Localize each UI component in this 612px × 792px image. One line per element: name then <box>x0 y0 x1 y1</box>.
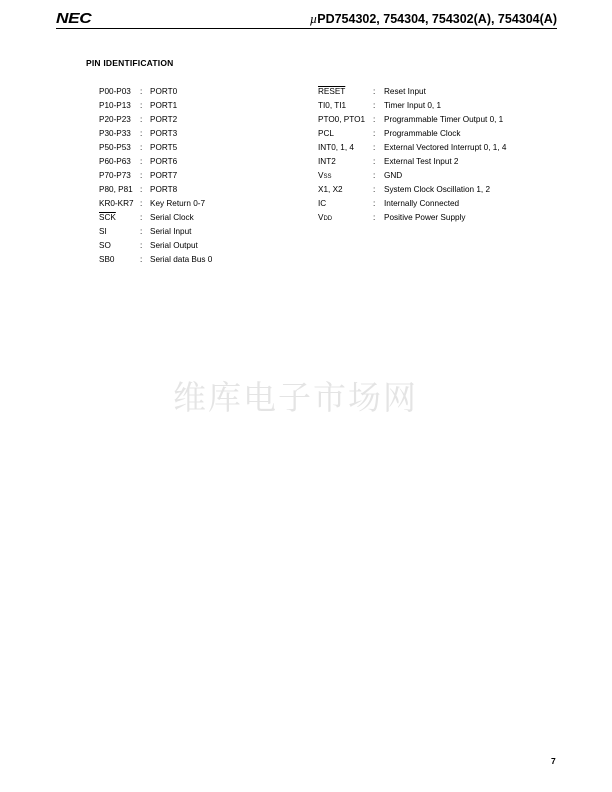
pin-separator: : <box>373 101 376 110</box>
pin-separator: : <box>373 185 376 194</box>
nec-logo: NEC <box>56 10 92 27</box>
pin-description: PORT6 <box>150 157 178 166</box>
pin-name-subscript: SS <box>323 174 332 180</box>
pin-name: PCL <box>318 129 334 138</box>
document-title-text: PD754302, 754304, 754302(A), 754304(A) <box>317 12 557 26</box>
pin-name: VDD <box>318 213 333 222</box>
mu-symbol: µ <box>309 11 318 26</box>
pin-separator: : <box>140 143 143 152</box>
pin-description: Serial Input <box>150 227 192 236</box>
pin-description: Serial Clock <box>150 213 194 222</box>
pin-description: Timer Input 0, 1 <box>384 101 442 110</box>
pin-name-subscript: DD <box>323 216 333 222</box>
pin-description: PORT0 <box>150 87 178 96</box>
pin-description: Serial Output <box>150 241 198 250</box>
pin-description: Programmable Clock <box>384 129 461 138</box>
pin-name: P10-P13 <box>99 101 131 110</box>
pin-description: Key Return 0-7 <box>150 199 206 208</box>
pin-separator: : <box>140 199 143 208</box>
pin-description: PORT5 <box>150 143 178 152</box>
pin-name: TI0, TI1 <box>318 101 347 110</box>
pin-name: P00-P03 <box>99 87 131 96</box>
page-header <box>56 10 557 30</box>
pin-separator: : <box>373 87 376 96</box>
pin-separator: : <box>140 87 143 96</box>
pin-separator: : <box>140 255 143 264</box>
pin-name: SI <box>99 227 107 236</box>
pin-description: Reset Input <box>384 87 426 96</box>
pin-separator: : <box>140 157 143 166</box>
section-title: PIN IDENTIFICATION <box>86 58 174 68</box>
pin-name: $\overline{SCK}$ <box>99 213 116 222</box>
pin-separator: : <box>140 185 143 194</box>
pin-name: X1, X2 <box>318 185 343 194</box>
pin-description: GND <box>384 171 403 180</box>
pin-separator: : <box>140 227 143 236</box>
pin-description: Serial data Bus 0 <box>150 255 213 264</box>
pin-separator: : <box>140 241 143 250</box>
pin-description: Internally Connected <box>384 199 460 208</box>
pin-name: INT0, 1, 4 <box>318 143 354 152</box>
pin-name: P70-P73 <box>99 171 131 180</box>
pin-separator: : <box>373 157 376 166</box>
pin-description: PORT7 <box>150 171 178 180</box>
pin-description: External Vectored Interrupt 0, 1, 4 <box>384 143 507 152</box>
pin-separator: : <box>373 115 376 124</box>
pin-name: P50-P53 <box>99 143 131 152</box>
pin-separator: : <box>140 129 143 138</box>
pin-description: PORT3 <box>150 129 178 138</box>
pin-separator: : <box>373 213 376 222</box>
pin-description: PORT1 <box>150 101 178 110</box>
pin-description: PORT8 <box>150 185 178 194</box>
pin-description: Positive Power Supply <box>384 213 466 222</box>
pin-name: IC <box>318 199 327 208</box>
pin-name: KR0-KR7 <box>99 199 134 208</box>
pin-separator: : <box>140 213 143 222</box>
pin-name: P60-P63 <box>99 157 131 166</box>
pin-separator: : <box>140 101 143 110</box>
pin-description: System Clock Oscillation 1, 2 <box>384 185 491 194</box>
watermark: 维库电子市场网 <box>173 378 418 417</box>
pin-name: PTO0, PTO1 <box>318 115 366 124</box>
pin-name: RESET <box>318 87 346 96</box>
pin-name: SO <box>99 241 111 250</box>
pin-separator: : <box>373 129 376 138</box>
pin-description: External Test Input 2 <box>384 157 459 166</box>
pin-separator: : <box>373 171 376 180</box>
pin-separator: : <box>373 199 376 208</box>
pin-separator: : <box>140 171 143 180</box>
pin-description: PORT2 <box>150 115 178 124</box>
document-title <box>310 11 557 27</box>
pin-name: P20-P23 <box>99 115 131 124</box>
pin-separator: : <box>373 143 376 152</box>
page-number: 7 <box>551 756 556 766</box>
pin-name: VSS <box>318 171 332 180</box>
pin-description: Programmable Timer Output 0, 1 <box>384 115 504 124</box>
pin-name: INT2 <box>318 157 336 166</box>
header-rule <box>56 28 557 29</box>
pin-name: P80, P81 <box>99 185 133 194</box>
pin-name: P30-P33 <box>99 129 131 138</box>
pin-separator: : <box>140 115 143 124</box>
pin-name: SB0 <box>99 255 115 264</box>
